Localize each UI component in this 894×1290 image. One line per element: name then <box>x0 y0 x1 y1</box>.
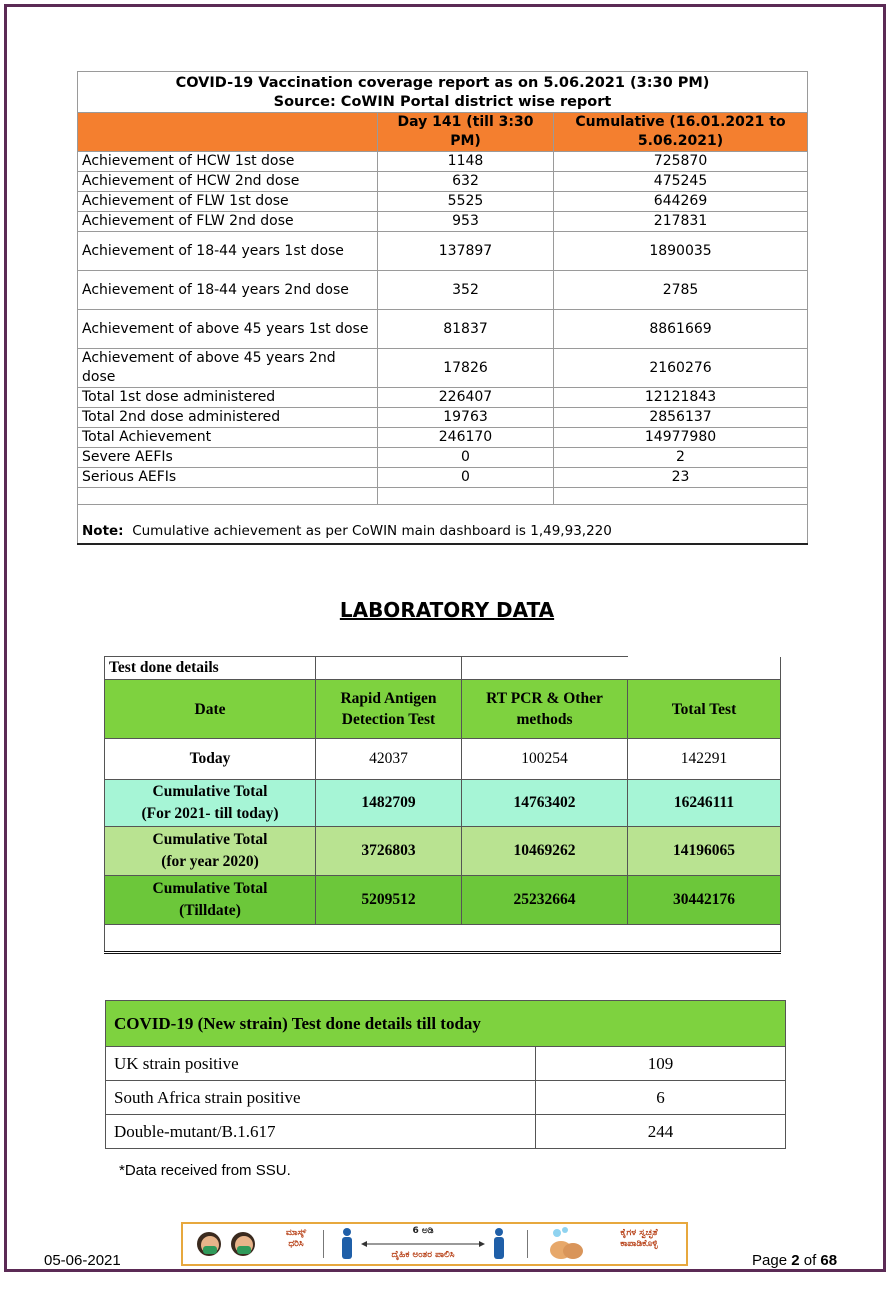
vaccination-note <box>78 505 808 545</box>
row-day: 352 <box>378 271 554 310</box>
row-cumulative: 725870 <box>554 152 808 172</box>
table-row <box>78 428 808 448</box>
lab-title: LABORATORY DATA <box>339 598 555 622</box>
row-label: Total 2nd dose administered <box>78 408 378 428</box>
ssu-footnote: *Data received from SSU. <box>119 1162 291 1179</box>
lab-row-rat: 3726803 <box>316 827 462 876</box>
row-day: 953 <box>378 212 554 232</box>
distance-bottom-text: ದೈಹಿಕ ಅಂತರ ಪಾಲಿಸಿ <box>391 1250 455 1260</box>
row-day: 0 <box>378 468 554 488</box>
row-label: Achievement of HCW 2nd dose <box>78 172 378 192</box>
strain-label: Double-mutant/B.1.617 <box>106 1115 536 1149</box>
row-cumulative: 475245 <box>554 172 808 192</box>
lab-row-rtpcr: 14763402 <box>462 780 628 827</box>
note-row <box>78 505 808 545</box>
row-cumulative: 14977980 <box>554 428 808 448</box>
table-row <box>78 448 808 468</box>
lab-header-rtpcr: RT PCR & Other methods <box>462 680 628 739</box>
table-row <box>78 349 808 388</box>
page-current: 2 <box>791 1252 800 1269</box>
row-cumulative: 12121843 <box>554 388 808 408</box>
row-cumulative: 1890035 <box>554 232 808 271</box>
lab-header-row <box>105 680 781 739</box>
table-row <box>78 172 808 192</box>
lab-row-label <box>105 827 316 876</box>
label-line1: Cumulative Total <box>152 880 268 897</box>
label-line2: (For 2021- till today) <box>141 805 279 822</box>
label-line2: (for year 2020) <box>161 853 259 870</box>
row-label: Achievement of 18-44 years 1st dose <box>78 232 378 271</box>
row-cumulative: 2 <box>554 448 808 468</box>
lab-row-rat: 42037 <box>316 739 462 780</box>
strain-header-row <box>106 1001 786 1047</box>
strain-table <box>105 1000 786 1149</box>
row-day: 226407 <box>378 388 554 408</box>
table-row <box>78 310 808 349</box>
row-day: 17826 <box>378 349 554 388</box>
table-row <box>78 408 808 428</box>
label-line2: (Tilldate) <box>179 902 241 919</box>
table-row <box>78 388 808 408</box>
page-total: 68 <box>820 1252 838 1269</box>
blank-row <box>105 925 781 953</box>
strain-label: UK strain positive <box>106 1047 536 1081</box>
lab-caption: Test done details <box>105 657 316 680</box>
strain-value: 109 <box>536 1047 786 1081</box>
page-number <box>752 1252 837 1269</box>
mask-text <box>275 1228 317 1268</box>
vaccination-title-line2: Source: CoWIN Portal district wise report <box>273 94 612 110</box>
row-cumulative: 2160276 <box>554 349 808 388</box>
table-row <box>105 739 781 780</box>
vaccination-header-day: Day 141 (till 3:30 PM) <box>378 113 554 152</box>
strain-label: South Africa strain positive <box>106 1081 536 1115</box>
vaccination-title-line1: COVID-19 Vaccination coverage report as on 5.06.2021 (3:30 PM) <box>175 75 710 91</box>
lab-row-label <box>105 780 316 827</box>
lab-row-rtpcr: 25232664 <box>462 876 628 925</box>
row-cumulative: 644269 <box>554 192 808 212</box>
lab-row-rat: 5209512 <box>316 876 462 925</box>
page-of: of <box>803 1252 817 1269</box>
row-cumulative: 2785 <box>554 271 808 310</box>
mask-text-line2: ಧರಿಸಿ <box>288 1239 304 1249</box>
vaccination-title <box>78 72 808 113</box>
banner-divider <box>323 1230 324 1258</box>
hygiene-text-line1: ಕೈಗಳ ಸ್ವಚ್ಛತೆ <box>620 1228 658 1238</box>
lab-row-total: 142291 <box>628 739 781 780</box>
row-day: 19763 <box>378 408 554 428</box>
vaccination-header-row <box>78 113 808 152</box>
row-day: 1148 <box>378 152 554 172</box>
lab-row-rat: 1482709 <box>316 780 462 827</box>
row-label: Achievement of above 45 years 1st dose <box>78 310 378 349</box>
strain-value: 6 <box>536 1081 786 1115</box>
row-label: Achievement of HCW 1st dose <box>78 152 378 172</box>
lab-caption-row <box>105 657 781 680</box>
covid-appropriate-behaviour-banner <box>181 1222 688 1266</box>
lab-row-rtpcr: 100254 <box>462 739 628 780</box>
table-row <box>78 212 808 232</box>
table-row <box>78 468 808 488</box>
lab-header-rat: Rapid Antigen Detection Test <box>316 680 462 739</box>
row-label: Total 1st dose administered <box>78 388 378 408</box>
lab-row-total: 14196065 <box>628 827 781 876</box>
row-label: Achievement of above 45 years 2nd dose <box>78 349 378 388</box>
row-label: Achievement of 18-44 years 2nd dose <box>78 271 378 310</box>
banner-divider <box>527 1230 528 1258</box>
row-day: 246170 <box>378 428 554 448</box>
hygiene-text-line2: ಕಾಪಾಡಿಕೊಳ್ಳಿ <box>620 1239 658 1249</box>
lab-row-label: Today <box>105 739 316 780</box>
vaccination-table <box>77 71 808 545</box>
row-day: 632 <box>378 172 554 192</box>
row-cumulative: 2856137 <box>554 408 808 428</box>
note-text: Cumulative achievement as per CoWIN main dashboard is 1,49,93,220 <box>132 523 612 539</box>
row-day: 0 <box>378 448 554 468</box>
lab-header-date: Date <box>105 680 316 739</box>
table-row <box>105 876 781 925</box>
strain-value: 244 <box>536 1115 786 1149</box>
lab-header-total: Total Test <box>628 680 781 739</box>
lab-row-rtpcr: 10469262 <box>462 827 628 876</box>
masked-faces-icon <box>191 1224 275 1264</box>
table-row <box>78 192 808 212</box>
page-prefix: Page <box>752 1252 788 1269</box>
row-label: Achievement of FLW 1st dose <box>78 192 378 212</box>
table-row <box>106 1081 786 1115</box>
mask-text-line1: ಮಾಸ್ಕ್ <box>285 1228 307 1238</box>
row-cumulative: 8861669 <box>554 310 808 349</box>
row-label: Achievement of FLW 2nd dose <box>78 212 378 232</box>
row-cumulative: 23 <box>554 468 808 488</box>
table-row <box>78 232 808 271</box>
distance-top-text: 6 ಅಡಿ <box>412 1226 434 1236</box>
footer-date: 05-06-2021 <box>44 1252 121 1269</box>
row-day: 81837 <box>378 310 554 349</box>
lab-table <box>104 656 781 954</box>
strain-title: COVID-19 (New strain) Test done details till today <box>106 1001 786 1047</box>
lab-row-total: 30442176 <box>628 876 781 925</box>
row-day: 5525 <box>378 192 554 212</box>
table-row <box>105 780 781 827</box>
lab-row-label <box>105 876 316 925</box>
lab-row-total: 16246111 <box>628 780 781 827</box>
hygiene-illustration <box>543 1224 593 1264</box>
row-label: Total Achievement <box>78 428 378 448</box>
row-cumulative: 217831 <box>554 212 808 232</box>
row-day: 137897 <box>378 232 554 271</box>
label-line1: Cumulative Total <box>152 783 268 800</box>
vaccination-header-cumulative: Cumulative (16.01.2021 to 5.06.2021) <box>554 113 808 152</box>
blank-row <box>78 488 808 505</box>
table-row <box>106 1115 786 1149</box>
row-label: Serious AEFIs <box>78 468 378 488</box>
vaccination-header-empty <box>78 113 378 152</box>
hygiene-text <box>595 1228 683 1268</box>
table-row <box>105 827 781 876</box>
mask-illustration <box>191 1224 275 1264</box>
row-label: Severe AEFIs <box>78 448 378 468</box>
table-row <box>106 1047 786 1081</box>
note-label: Note: <box>82 523 124 539</box>
table-row <box>78 152 808 172</box>
label-line1: Cumulative Total <box>152 831 268 848</box>
hand-wash-icon <box>543 1224 593 1264</box>
table-row <box>78 271 808 310</box>
